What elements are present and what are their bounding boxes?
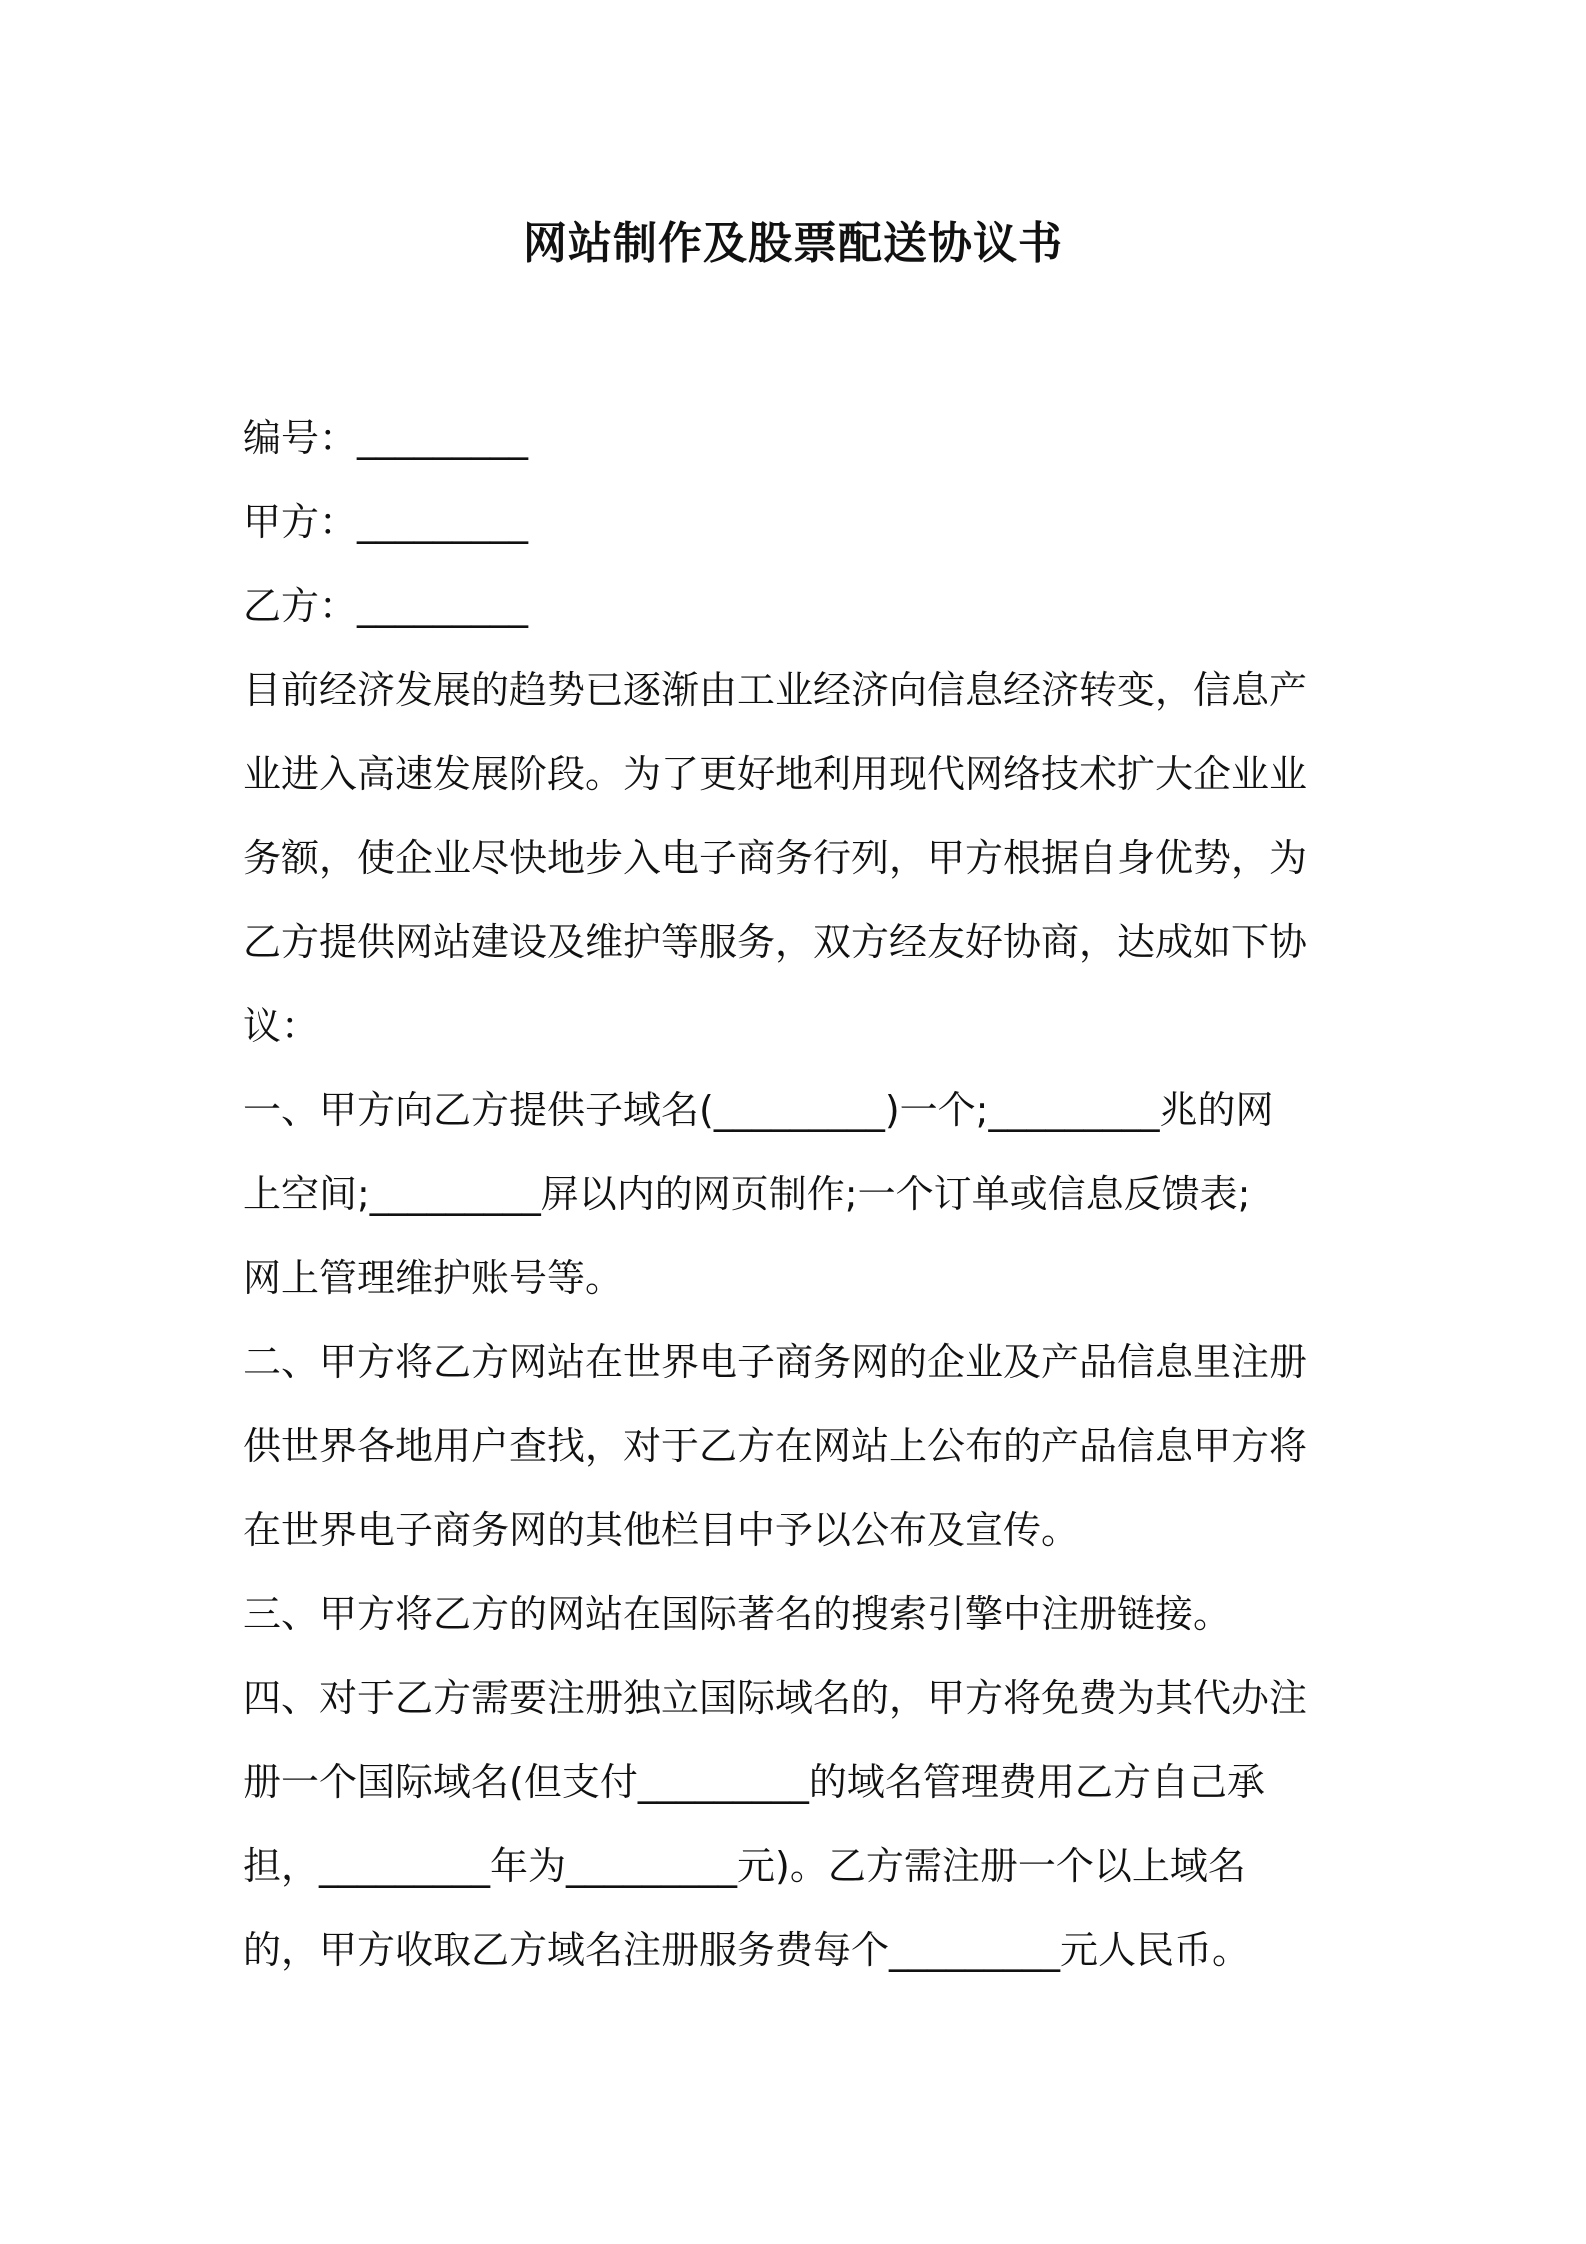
- field-party-b: 乙方：_________: [243, 584, 529, 628]
- clause-2-line: 二、甲方将乙方网站在世界电子商务网的企业及产品信息里注册: [243, 1340, 1308, 1384]
- clause-2-line: 在世界电子商务网的其他栏目中予以公布及宣传。: [243, 1508, 1080, 1552]
- clause-4-line: 四、对于乙方需要注册独立国际域名的，甲方将免费为其代办注: [243, 1676, 1308, 1720]
- body-line: 务额，使企业尽快地步入电子商务行列，甲方根据自身优势，为: [243, 836, 1308, 880]
- field-party-a: 甲方：_________: [243, 500, 529, 544]
- body-line: 目前经济发展的趋势已逐渐由工业经济向信息经济转变，信息产: [243, 668, 1308, 712]
- body-line: 议：: [243, 1004, 320, 1048]
- clause-1-line: 网上管理维护账号等。: [243, 1256, 624, 1300]
- clause-1-line: 一、甲方向乙方提供子域名(_________)一个;_________兆的网: [243, 1088, 1274, 1132]
- clause-4-line: 的，甲方收取乙方域名注册服务费每个_________元人民币。: [243, 1928, 1251, 1972]
- clause-4-line: 册一个国际域名(但支付_________的域名管理费用乙方自己承: [243, 1760, 1265, 1804]
- clause-1-line: 上空间;_________屏以内的网页制作;一个订单或信息反馈表;: [243, 1172, 1251, 1216]
- body-line: 业进入高速发展阶段。为了更好地利用现代网络技术扩大企业业: [243, 752, 1308, 796]
- body-line: 乙方提供网站建设及维护等服务，双方经友好协商，达成如下协: [243, 920, 1308, 964]
- clause-4-line: 担，_________年为_________元)。乙方需注册一个以上域名: [243, 1844, 1246, 1888]
- field-serial-number: 编号：_________: [243, 416, 529, 460]
- clause-3-line: 三、甲方将乙方的网站在国际著名的搜索引擎中注册链接。: [243, 1592, 1232, 1636]
- clause-2-line: 供世界各地用户查找，对于乙方在网站上公布的产品信息甲方将: [243, 1424, 1308, 1468]
- document-title: 网站制作及股票配送协议书: [523, 218, 1063, 269]
